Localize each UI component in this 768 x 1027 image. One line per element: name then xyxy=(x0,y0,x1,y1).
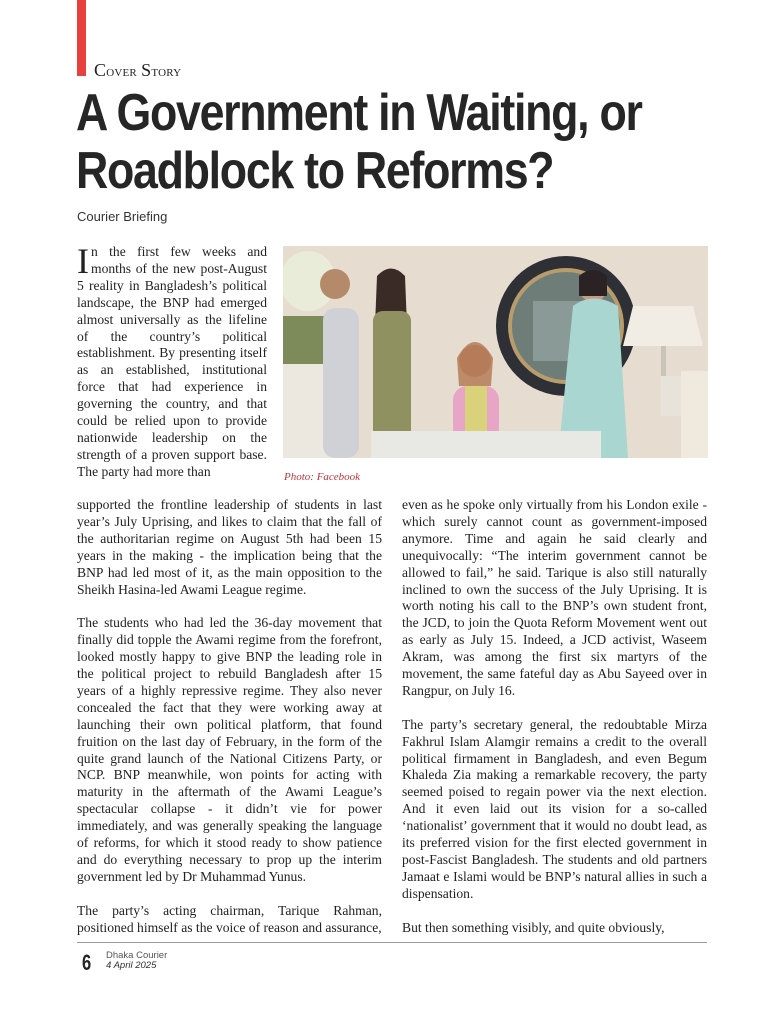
section-label-initial: C xyxy=(94,60,107,80)
footer-divider xyxy=(77,942,707,943)
intro-paragraph xyxy=(77,241,267,481)
section-accent-bar xyxy=(77,0,86,76)
family-photo-illustration xyxy=(283,246,708,458)
headline xyxy=(76,84,661,200)
intro-text: n the first few weeks and months of the new post-August 5 reality in Bangladesh’s political landscape, the BNP had emerged almost universally as the lifeline of the country’s political establishment. By presenting itself as an established, institutional force that had experience in governing the country, and that could be relied upon to provide nationwide leadership on the strength of a proven support base. The party had more than xyxy=(77,244,267,479)
photo-caption: Photo: Facebook xyxy=(284,471,361,483)
paragraph: The party’s acting chairman, Tarique Rahman, positioned himself as the voice of reason and assurance, xyxy=(77,902,382,935)
drop-cap: I xyxy=(77,241,89,281)
article-column-left xyxy=(77,497,382,953)
page-number: 6 xyxy=(82,950,92,975)
paragraph: supported the frontline leadership of students in last year’s July Uprising, and likes to claim that the fall of the authoritarian regime on August 5th had been 15 years in the making - the implication being that the BNP had led most of it, as the main opposition to the Sheikh Hasina-led Awami League regime. xyxy=(77,497,382,597)
paragraph: The students who had led the 36-day movement that finally did topple the Awami regime from the forefront, looked mostly happy to give BNP the leading role in the political project to rebuild Bangladesh after 15 years of a highly repressive regime. They also never concealed the fact that they were working away at launching their own political platform, that found fruition on the last day of February, in the form of the quite grand launch of the National Citizens Party, or NCP. BNP meanwhile, won points for acting with maturity in the aftermath of the Awami League’s spectacular collapse - it didn’t vie for power immediately, and was generally speaking the language of reforms, for which it stood ready to show patience and do everything necessary to prop up the interim government led by Dr Muhammad Yunus. xyxy=(77,615,382,884)
headline-line-1: A Government in Waiting, or xyxy=(76,84,642,142)
article-photo xyxy=(283,246,708,458)
publication-date: 4 April 2025 xyxy=(106,960,157,971)
publication-name: Dhaka Courier xyxy=(106,950,168,961)
publication-info xyxy=(106,951,167,971)
paragraph: The party’s secretary general, the redoubtable Mirza Fakhrul Islam Alamgir remains a credit to the overall political firmament in Bangladesh, and even Begum Khaleda Zia making a remarkable recovery, the party seemed poised to regain power via the next election. And it even laid out its vision for a so-called ‘nationalist’ government that it would no doubt lead, as its preferred vision for the first elected government in post-Fascist Bangladesh. The students and old partners Jamaat e Islami would be BNP’s natural allies in such a dispensation. xyxy=(402,716,707,901)
byline: Courier Briefing xyxy=(77,209,168,224)
paragraph: even as he spoke only virtually from his London exile - which surely cannot count as government-imposed anymore. Time and again he said clearly and unequivocally: “The interim government cannot be allowed to fail,” he said. Tarique is also still naturally inclined to own the success of the July Uprising. It is worth noting his call to the BNP’s own student front, the JCD, to join the Quota Reform Movement went out as early as July 15. Indeed, a JCD activist, Waseem Akram, was among the first six martyrs of the movement, the same fateful day as Abu Sayeed over in Rangpur, on July 16. xyxy=(402,497,707,698)
section-label-part: over xyxy=(106,63,142,80)
headline-line-2: Roadblock to Reforms? xyxy=(76,142,554,200)
article-column-right xyxy=(402,497,707,953)
section-label-initial-2: S xyxy=(141,60,152,80)
paragraph: But then something visibly, and quite obviously, xyxy=(402,919,665,935)
section-label-part-2: tory xyxy=(151,63,182,80)
section-label xyxy=(94,60,181,81)
